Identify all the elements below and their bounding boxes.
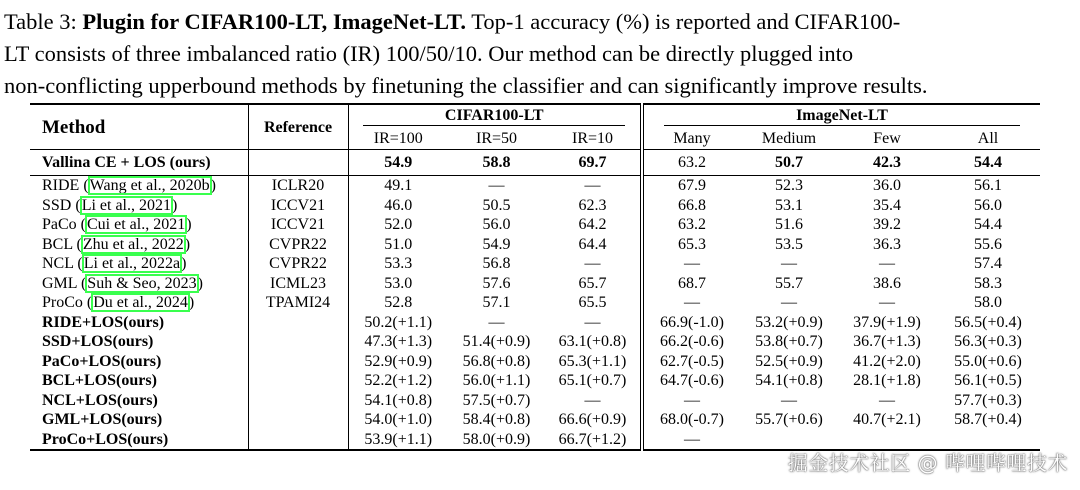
value-cell: 62.3 <box>578 196 607 214</box>
value-cell: 62.7(-0.5) <box>642 352 740 372</box>
method-cell: NCL+LOS(ours) <box>42 391 158 409</box>
value-cell: 51.4(+0.9) <box>462 333 531 351</box>
method-name: NCL <box>42 255 74 273</box>
value-cell: 53.1 <box>775 196 803 214</box>
imagenet-group-header: ImageNet-LT <box>642 104 1040 127</box>
method-cell: RIDE+LOS(ours) <box>42 313 165 331</box>
value-cell: 50.5 <box>482 196 511 214</box>
citation-link[interactable]: Du et al., 2024 <box>93 294 188 312</box>
value-cell: 58.4(+0.8) <box>462 411 531 429</box>
value-cell: 57.7(+0.3) <box>954 391 1022 409</box>
method-name: SSD <box>42 196 72 214</box>
value-cell: 56.5(+0.4) <box>954 313 1022 331</box>
value-cell: 36.3 <box>873 235 901 253</box>
value-cell: 51.0 <box>348 235 448 255</box>
reference-cell: ICCV21 <box>248 215 348 235</box>
value-cell: 65.1(+0.7) <box>558 372 627 390</box>
value-cell: 50.2(+1.1) <box>348 313 448 333</box>
value-cell: 53.9(+1.1) <box>348 430 448 451</box>
value-cell: 66.6(+0.9) <box>558 411 627 429</box>
value-cell: 65.5 <box>578 294 607 312</box>
caption-line-3: non-conflicting upperbound methods by finetuning the classifier and can significantly improve results. <box>4 73 928 98</box>
value-cell: 58.0 <box>974 294 1002 312</box>
value-cell: 56.0(+1.1) <box>462 372 531 390</box>
citation-link[interactable]: Cui et al., 2021 <box>87 216 186 234</box>
method-cell: ProCo+LOS(ours) <box>30 430 248 451</box>
value-cell: 58.7(+0.4) <box>954 411 1022 429</box>
method-row <box>30 196 1040 216</box>
value-cell: — <box>879 255 895 273</box>
value-cell: 55.7 <box>775 274 803 292</box>
caption-line-2: LT consists of three imbalanced ratio (IR) 100/50/10. Our method can be directly plugged into <box>4 41 854 66</box>
method-header: Method <box>30 104 248 150</box>
value-cell: 36.0 <box>838 176 936 196</box>
col-header: Medium <box>761 129 817 147</box>
cifar-group-header: CIFAR100-LT <box>348 104 642 127</box>
watermark: 掘金技术社区 @ 哔哩哔哩技术 <box>787 451 1068 475</box>
value-cell: 53.5 <box>775 235 803 253</box>
plugin-row <box>30 391 1040 411</box>
value-cell: 54.9 <box>482 235 511 253</box>
value-cell: 52.8 <box>348 293 448 313</box>
table-caption <box>4 6 1076 102</box>
value-cell: 56.0 <box>974 196 1002 214</box>
reference-cell <box>248 410 348 430</box>
caption-text-1: Top-1 accuracy (%) is reported and CIFAR100- <box>471 9 901 34</box>
value-cell: 54.1(+0.8) <box>755 372 823 390</box>
col-header: Many <box>642 127 740 150</box>
value-cell: — <box>781 391 797 409</box>
value-cell: 63.1(+0.8) <box>558 333 627 351</box>
method-cell: PaCo (Cui et al., 2021) <box>42 216 192 234</box>
value-cell: 53.2(+0.9) <box>755 313 823 331</box>
method-cell: NCL (Li et al., 2022a) <box>42 255 187 273</box>
value-cell: 37.9(+1.9) <box>853 313 921 331</box>
value-cell: 56.8 <box>482 255 511 273</box>
value-cell: 53.0 <box>348 274 448 294</box>
method-cell: PaCo+LOS(ours) <box>42 352 162 370</box>
method-cell: SSD+LOS(ours) <box>42 333 154 351</box>
method-cell: GML (Suh & Seo, 2023) <box>42 274 203 292</box>
value-cell: 52.5(+0.9) <box>755 352 823 370</box>
value-cell: 47.3(+1.3) <box>348 332 448 352</box>
value-cell: 63.2 <box>642 150 740 176</box>
value-cell: 58.3 <box>974 274 1002 292</box>
value-cell: 54.1(+0.8) <box>348 391 448 411</box>
method-name: RIDE <box>42 177 80 195</box>
reference-cell <box>248 371 348 391</box>
value-cell: 64.4 <box>578 235 607 253</box>
method-name: PaCo <box>42 216 77 234</box>
value-cell: 64.2 <box>578 216 607 234</box>
results-table <box>30 103 1040 451</box>
value-cell: 58.8 <box>448 150 545 176</box>
value-cell: — <box>642 254 740 274</box>
value-cell: 66.8 <box>642 196 740 216</box>
value-cell: 69.7 <box>545 150 642 176</box>
plugin-row <box>30 371 1040 391</box>
col-header: All <box>977 129 999 147</box>
caption-title: Plugin for CIFAR100-LT, ImageNet-LT. <box>82 9 466 34</box>
value-cell: 68.0(-0.7) <box>642 410 740 430</box>
citation-link[interactable]: Li et al., 2022a <box>83 255 181 273</box>
value-cell: — <box>584 313 601 331</box>
value-cell: 58.0(+0.9) <box>448 430 545 451</box>
value-cell: 38.6 <box>873 274 901 292</box>
value-cell: 64.7(-0.6) <box>642 371 740 391</box>
method-cell: GML+LOS(ours) <box>42 411 163 429</box>
value-cell: 68.7 <box>642 274 740 294</box>
value-cell: — <box>448 176 545 196</box>
value-cell: 56.1 <box>936 176 1040 196</box>
method-name: BCL <box>42 235 73 253</box>
value-cell: 40.7(+2.1) <box>853 411 921 429</box>
value-cell: 66.2(-0.6) <box>642 332 740 352</box>
plugin-row <box>30 352 1040 372</box>
value-cell: — <box>584 255 601 273</box>
plugin-row <box>30 313 1040 333</box>
value-cell: 54.9 <box>348 150 448 176</box>
value-cell: 52.9(+0.9) <box>348 352 448 372</box>
value-cell: 63.2 <box>642 215 740 235</box>
method-row <box>30 254 1040 274</box>
reference-cell <box>248 150 348 176</box>
reference-cell: ICLR20 <box>248 176 348 196</box>
value-cell: — <box>642 293 740 313</box>
value-cell: 65.7 <box>578 274 607 292</box>
value-cell: 49.1 <box>348 176 448 196</box>
method-cell: BCL+LOS(ours) <box>42 372 157 390</box>
value-cell: — <box>879 294 895 312</box>
method-name: ProCo <box>42 294 83 312</box>
value-cell: — <box>781 255 797 273</box>
value-cell: 65.3(+1.1) <box>558 352 627 370</box>
caption-label: Table 3: <box>4 9 77 34</box>
value-cell: 55.6 <box>974 235 1002 253</box>
value-cell: 54.4 <box>936 150 1040 176</box>
value-cell: — <box>545 176 642 196</box>
value-cell: 57.1 <box>482 294 511 312</box>
method-row <box>30 215 1040 235</box>
value-cell: 55.0(+0.6) <box>954 352 1022 370</box>
value-cell: 54.0(+1.0) <box>348 410 448 430</box>
value-cell: 57.6 <box>482 274 511 292</box>
plugin-row <box>30 332 1040 352</box>
caption-line-1 <box>4 6 1076 38</box>
value-cell: — <box>488 313 505 331</box>
baseline-row <box>30 150 1040 176</box>
method-row <box>30 176 1040 196</box>
value-cell: 57.4 <box>974 255 1002 273</box>
value-cell: 28.1(+1.8) <box>853 372 921 390</box>
value-cell: 46.0 <box>348 196 448 216</box>
value-cell: 52.2(+1.2) <box>348 371 448 391</box>
reference-header: Reference <box>248 104 348 150</box>
value-cell: 36.7(+1.3) <box>853 333 921 351</box>
plugin-row <box>30 410 1040 430</box>
method-cell: RIDE (Wang et al., 2020b) <box>30 176 248 196</box>
value-cell: — <box>642 391 740 411</box>
value-cell: 56.0 <box>482 216 511 234</box>
value-cell: 53.8(+0.7) <box>755 333 823 351</box>
col-header: Few <box>873 129 901 147</box>
reference-cell: CVPR22 <box>248 235 348 255</box>
col-header: IR=10 <box>571 129 614 147</box>
value-cell: 67.9 <box>642 176 740 196</box>
citation-link[interactable]: Suh & Seo, 2023 <box>87 274 197 292</box>
citation-link[interactable]: Wang et al., 2020b <box>89 177 210 195</box>
method-cell: BCL (Zhu et al., 2022) <box>42 235 191 253</box>
col-header: IR=50 <box>475 129 518 147</box>
reference-cell <box>248 391 348 411</box>
value-cell: — <box>584 391 601 409</box>
reference-cell: TPAMI24 <box>248 293 348 313</box>
value-cell: — <box>879 391 895 409</box>
value-cell: 42.3 <box>838 150 936 176</box>
value-cell: 52.0 <box>348 215 448 235</box>
value-cell: 53.3 <box>348 254 448 274</box>
citation-link[interactable]: Li et al., 2021 <box>81 196 171 214</box>
value-cell: 57.5(+0.7) <box>462 391 531 409</box>
method-row <box>30 293 1040 313</box>
reference-cell: ICCV21 <box>248 196 348 216</box>
value-cell: 66.7(+1.2) <box>545 430 642 451</box>
value-cell: 56.3(+0.3) <box>954 333 1022 351</box>
value-cell: 52.3 <box>740 176 838 196</box>
method-cell: ProCo (Du et al., 2024) <box>42 294 195 312</box>
value-cell: 39.2 <box>873 216 901 234</box>
method-cell: SSD (Li et al., 2021) <box>42 196 178 214</box>
value-cell: 66.9(-1.0) <box>642 313 740 333</box>
value-cell: — <box>642 430 740 451</box>
method-cell: Vallina CE + LOS (ours) <box>30 150 248 176</box>
value-cell: 35.4 <box>873 196 901 214</box>
value-cell: 55.7(+0.6) <box>755 411 823 429</box>
reference-cell: ICML23 <box>248 274 348 294</box>
reference-cell: CVPR22 <box>248 254 348 274</box>
value-cell: — <box>781 294 797 312</box>
value-cell: 51.6 <box>775 216 803 234</box>
value-cell: 56.1(+0.5) <box>954 372 1022 390</box>
value-cell: 65.3 <box>642 235 740 255</box>
method-name: GML <box>42 274 77 292</box>
method-row <box>30 274 1040 294</box>
header-row-1 <box>30 104 1040 127</box>
citation-link[interactable]: Zhu et al., 2022 <box>82 235 184 253</box>
table-body <box>30 150 1040 451</box>
col-header: IR=100 <box>348 127 448 150</box>
value-cell: 56.8(+0.8) <box>462 352 531 370</box>
results-table-container <box>30 103 1040 451</box>
reference-cell <box>248 332 348 352</box>
value-cell: 50.7 <box>740 150 838 176</box>
method-row <box>30 235 1040 255</box>
value-cell: 41.2(+2.0) <box>853 352 921 370</box>
reference-cell <box>248 352 348 372</box>
reference-cell <box>248 430 348 451</box>
reference-cell <box>248 313 348 333</box>
value-cell: 54.4 <box>974 216 1002 234</box>
